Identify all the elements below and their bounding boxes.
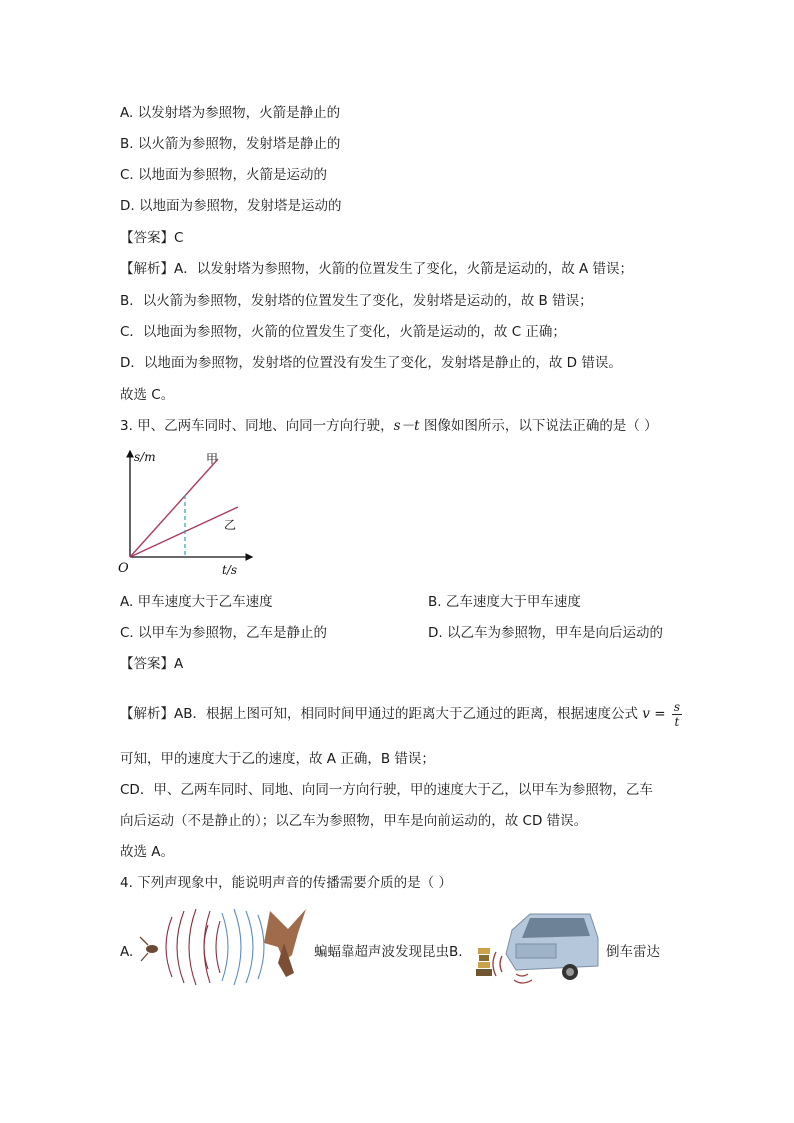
q2-analysis-a: 【解析】A．以发射塔为参照物，火箭的位置发生了变化，火箭是运动的，故 A 错误； (120, 261, 634, 277)
origin-label: O (118, 561, 129, 576)
q4-option-a-label: 蝙蝠靠超声波发现昆虫 (314, 944, 449, 960)
speed-formula (672, 700, 682, 729)
line-yi (130, 507, 238, 557)
q4-option-a-letter: A. (120, 944, 134, 960)
q2-analysis-c: C．以地面为参照物，火箭的位置发生了变化，火箭是运动的，故 C 正确； (120, 324, 566, 340)
q2-option-a: A. 以发射塔为参照物，火箭是静止的 (120, 105, 341, 121)
q3-option-d: D. 以乙车为参照物，甲车是向后运动的 (428, 625, 663, 641)
xlabel: t/s (222, 563, 238, 577)
q3-stem-var: s－t (393, 418, 420, 434)
q3-analysis-line2: 可知，甲的速度大于乙的速度，故 A 正确，B 错误； (120, 751, 435, 767)
formula-lhs: v (642, 706, 650, 722)
ylabel: s/m (134, 450, 156, 464)
q3-stem-post: 图像如图所示，以下说法正确的是（ ） (419, 418, 658, 434)
q3-analysis-line3: CD．甲、乙两车同时、同地、向同一方向行驶，甲的速度大于乙，以甲车为参照物，乙车 (120, 782, 653, 798)
formula-denominator: t (674, 714, 680, 729)
q3-analysis-text: 【解析】AB．根据上图可知，相同时间甲通过的距离大于乙通过的距离，根据速度公式 (120, 706, 638, 722)
q3-analysis-line4: 向后运动（不是静止的）；以乙车为参照物，甲车是向前运动的，故 CD 错误。 (120, 813, 588, 829)
q3-stem-pre: 3. 甲、乙两车同时、同地、向同一方向行驶， (120, 418, 394, 434)
formula-numerator: s (673, 699, 681, 714)
q3-option-b: B. 乙车速度大于甲车速度 (428, 594, 581, 610)
q3-option-c: C. 以甲车为参照物，乙车是静止的 (120, 625, 328, 641)
s-t-graph (116, 447, 256, 582)
formula-eq: = (649, 706, 670, 722)
bat-ultrasound-image (138, 903, 308, 991)
q4-option-b-letter: B. (449, 944, 463, 960)
q3-conclusion: 故选 A。 (120, 844, 175, 860)
q4-option-b-text: 倒车雷达 (606, 944, 660, 960)
line-yi-label: 乙 (224, 518, 237, 532)
q3-answer: 【答案】A (120, 656, 184, 672)
q3-stem (120, 417, 658, 435)
q4-option-a-text (314, 943, 463, 961)
q2-answer: 【答案】C (120, 230, 184, 246)
q2-option-b: B. 以火箭为参照物，发射塔是静止的 (120, 136, 341, 152)
line-jia (130, 459, 218, 557)
q2-analysis-d: D．以地面为参照物，发射塔的位置没有发生了变化，发射塔是静止的，故 D 错误。 (120, 355, 622, 371)
q2-analysis-b: B．以火箭为参照物，发射塔的位置发生了变化，发射塔是运动的，故 B 错误； (120, 293, 593, 309)
q2-option-c: C. 以地面为参照物，火箭是运动的 (120, 167, 328, 183)
q3-option-a: A. 甲车速度大于乙车速度 (120, 594, 273, 610)
q2-conclusion: 故选 C。 (120, 387, 175, 403)
q3-analysis-line1 (120, 699, 682, 729)
car-parking-radar-image (472, 908, 602, 990)
q4-stem: 4. 下列声现象中，能说明声音的传播需要介质的是（ ） (120, 875, 452, 891)
q2-option-d: D. 以地面为参照物，发射塔是运动的 (120, 198, 342, 214)
line-jia-label: 甲 (206, 452, 219, 466)
